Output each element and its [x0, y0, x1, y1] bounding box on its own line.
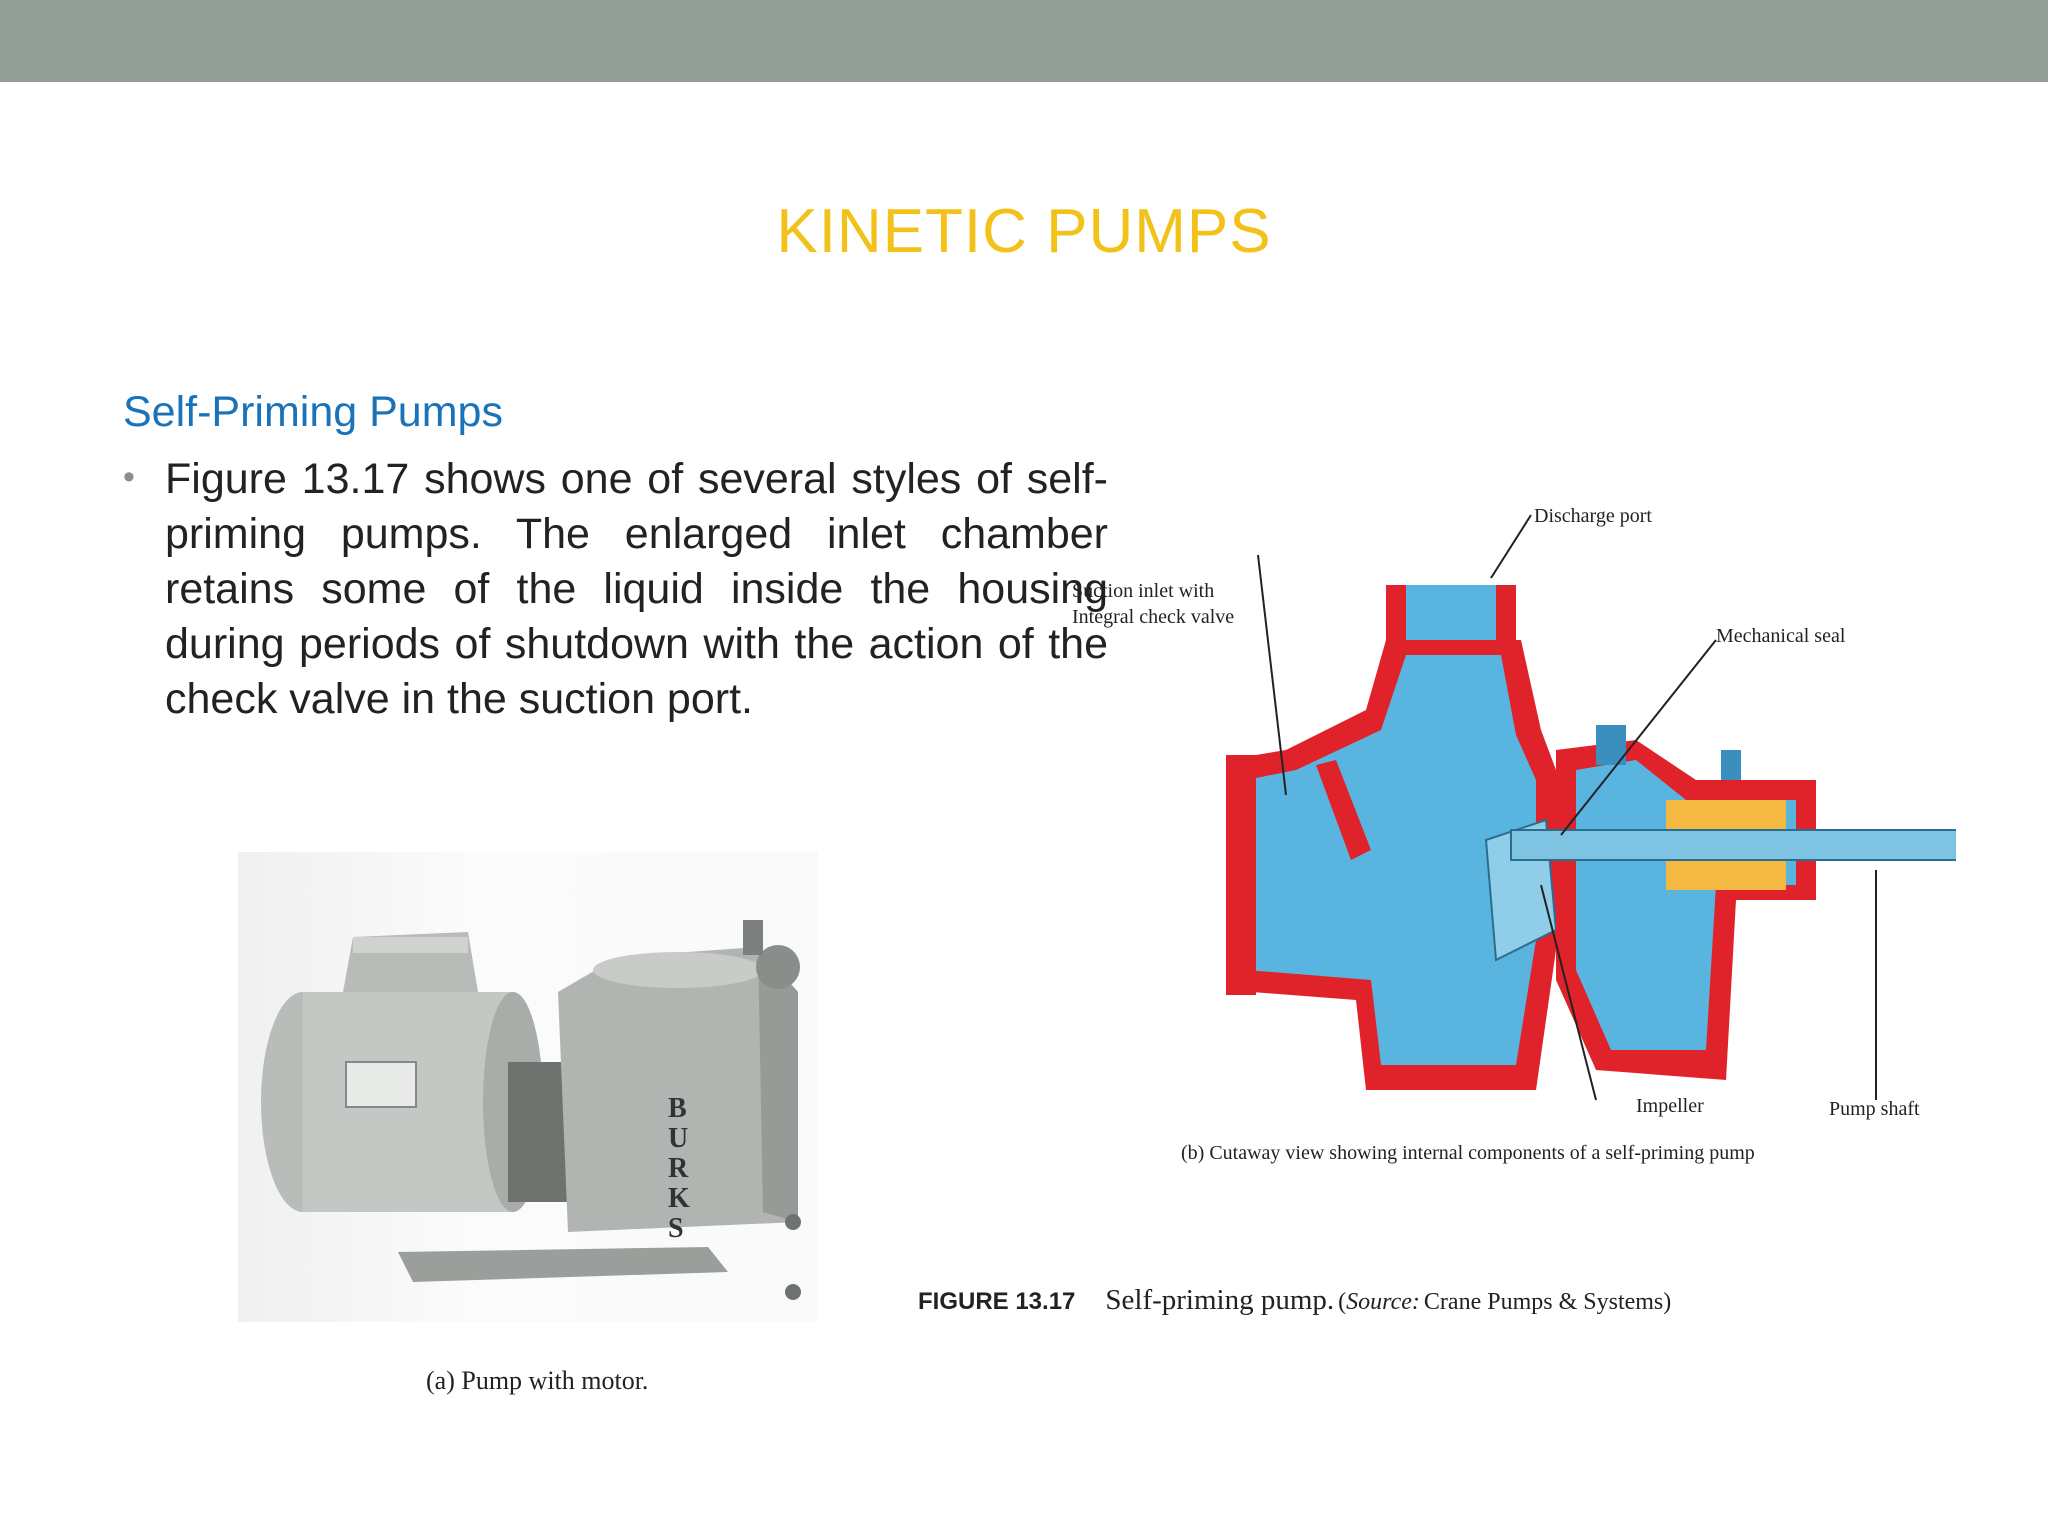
brand-text: B U R K S: [668, 1093, 690, 1244]
label-discharge-port: Discharge port: [1534, 505, 1652, 527]
label-pump-shaft: Pump shaft: [1829, 1098, 1920, 1120]
label-impeller: Impeller: [1636, 1095, 1704, 1117]
cutaway-drawing: [1036, 460, 1956, 1160]
cutaway-diagram: [1036, 460, 1956, 1160]
photo-caption: (a) Pump with motor.: [426, 1366, 649, 1395]
slide-title: KINETIC PUMPS: [776, 197, 1272, 266]
diagram-caption: (b) Cutaway view showing internal components of a self-priming pump: [1181, 1142, 1755, 1164]
top-bar: [0, 0, 2048, 82]
label-suction-inlet-line1: Suction inlet with: [1072, 580, 1215, 602]
pump-photo-drawing: [238, 852, 818, 1322]
bullet-marker: •: [123, 458, 135, 496]
figure-source-text: Crane Pumps & Systems): [1423, 1289, 1672, 1315]
figure-title: Self-priming pump.: [1105, 1284, 1335, 1316]
label-mechanical-seal: Mechanical seal: [1716, 625, 1846, 647]
pump-photo: [238, 852, 818, 1322]
figure-caption: [918, 1284, 1671, 1317]
subheading: Self-Priming Pumps: [123, 388, 503, 436]
label-suction-inlet-line2: Integral check valve: [1072, 606, 1235, 628]
figure-number: FIGURE 13.17: [918, 1288, 1076, 1315]
figure-source-open: (: [1338, 1289, 1347, 1315]
figure-source-label: Source:: [1346, 1289, 1420, 1315]
bullet-text: Figure 13.17 shows one of several styles of self-priming pumps. The enlarged inlet chamber retains some of the liquid inside the housing during periods of shutdown with the action of the check valve in the suction port.: [165, 455, 1108, 723]
